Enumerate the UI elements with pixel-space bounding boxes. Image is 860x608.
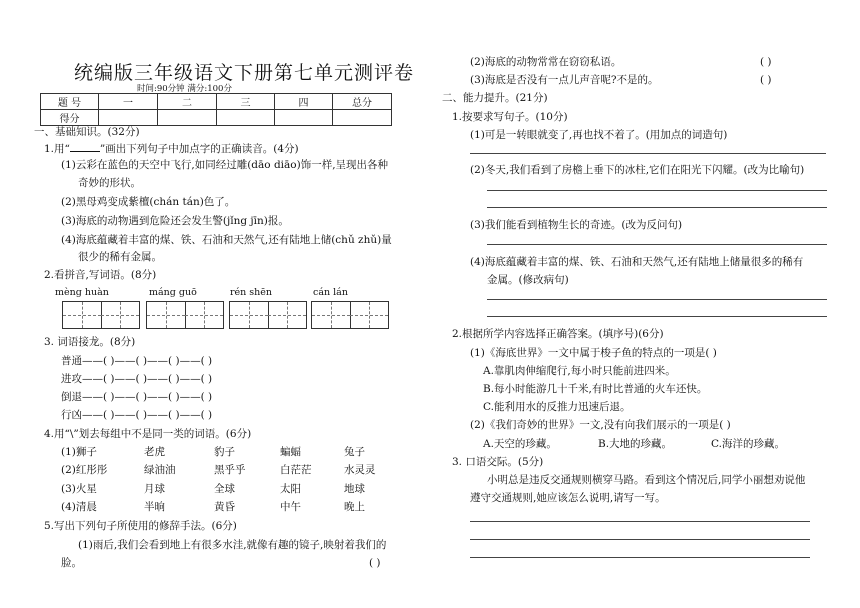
r2-option-c: C.海洋的珍藏。 — [711, 438, 785, 450]
r2-option-b: B.大地的珍藏。 — [598, 438, 673, 450]
score-table — [40, 93, 392, 126]
score-cell[interactable] — [275, 110, 333, 126]
answer-line[interactable] — [487, 207, 827, 208]
q5-instruction: 5.写出下列句子所使用的修辞手法。(6分) — [44, 520, 237, 532]
word-group-2-c: 黑乎乎 — [214, 464, 246, 476]
score-table-header-row — [41, 94, 392, 110]
pinyin-4: cán lán — [313, 287, 348, 298]
r1-item-4-cont: 金属。(修改病句) — [487, 274, 569, 286]
answer-line[interactable] — [487, 190, 827, 191]
r2-option-b: B.每小时能游几十千米,有时比普通的火车还快。 — [483, 383, 708, 395]
word-group-1-c: 豹子 — [214, 446, 235, 458]
word-group-2-b: 绿油油 — [144, 464, 176, 476]
answer-line[interactable] — [470, 153, 826, 154]
chain-row-4 — [61, 408, 212, 422]
section-2-heading: 二、能力提升。(21分) — [442, 92, 548, 104]
word-group-2-d: 白茫茫 — [280, 464, 312, 476]
pinyin-3: rén shēn — [230, 287, 273, 298]
score-header-cell: 一 — [99, 94, 158, 110]
score-cell[interactable] — [217, 110, 275, 126]
word-group-4-d: 中午 — [280, 501, 301, 513]
word-group-4-a: (4)清晨 — [61, 501, 97, 513]
writing-grid-1[interactable] — [62, 301, 140, 329]
answer-paren[interactable]: ( ) — [760, 56, 772, 68]
r1-item-4: (4)海底蕴藏着丰富的煤、铁、石油和天然气,还有陆地上储量很多的稀有 — [470, 256, 804, 268]
score-header-cell: 四 — [275, 94, 333, 110]
score-cell[interactable] — [333, 110, 392, 126]
chain-blanks[interactable]: ——( )——( )——( )——( ) — [82, 355, 213, 367]
q1-pre: 1.用“ — [44, 143, 70, 155]
chain-word: 倒退 — [61, 391, 82, 403]
answer-line[interactable] — [487, 316, 827, 317]
q1-item-4: (4)海底蕴藏着丰富的煤、铁、石油和天然气,还有陆地上储(chǔ zhǔ)量 — [61, 234, 392, 246]
pinyin-1: mèng huàn — [55, 287, 109, 298]
r2-option-a: A.天空的珍藏。 — [483, 438, 557, 450]
r1-item-1: (1)可是一转眼就变了,再也找不着了。(用加点的词造句) — [470, 129, 728, 141]
q1-instruction — [44, 141, 299, 156]
r-item-3: (3)海底是否没有一点儿声音呢?不是的。 — [470, 74, 659, 86]
r2-item-2: (2)《我们奇妙的世界》一文,没有向我们展示的一项是( ) — [470, 419, 731, 431]
score-header-cell: 三 — [217, 94, 275, 110]
word-group-3-c: 全球 — [214, 483, 235, 495]
word-group-3-b: 月球 — [144, 483, 165, 495]
word-group-3-a: (3)火星 — [61, 483, 97, 495]
answer-line[interactable] — [487, 299, 827, 300]
chain-blanks[interactable]: ——( )——( )——( )——( ) — [82, 409, 213, 421]
r-item-2: (2)海底的动物常常在窃窃私语。 — [470, 56, 622, 68]
r1-instruction: 1.按要求写句子。(10分) — [452, 111, 568, 123]
q5-item-1: (1)雨后,我们会看到地上有很多水洼,就像有趣的镜子,映射着我们的 — [78, 539, 387, 551]
q1-item-3: (3)海底的动物遇到危险还会发生警(jǐng jīn)报。 — [61, 215, 289, 227]
writing-grid-3[interactable] — [229, 301, 307, 329]
word-group-4-e: 晚上 — [344, 501, 365, 513]
r3-text-cont: 遵守交通规则,她应该怎么说明,请写一写。 — [470, 492, 666, 504]
chain-row-2 — [61, 372, 212, 386]
writing-grid-4[interactable] — [311, 301, 389, 329]
chain-word: 进攻 — [61, 373, 82, 385]
r1-item-3: (3)我们能看到植物生长的奇迹。(改为反问句) — [470, 219, 683, 231]
section-1-heading: 一、基础知识。(32分) — [34, 126, 140, 138]
word-group-1-a: (1)狮子 — [61, 446, 97, 458]
chain-row-1 — [61, 354, 212, 368]
r2-item-1: (1)《海底世界》一文中属于梭子鱼的特点的一项是( ) — [470, 347, 717, 359]
word-group-3-d: 太阳 — [280, 483, 301, 495]
q5-item-1-cont: 脸。 — [61, 557, 82, 569]
q4-instruction: 4.用“\”划去每组中不是同一类的词语。(6分) — [44, 428, 252, 440]
chain-word: 普通 — [61, 355, 82, 367]
word-group-1-d: 蝙蝠 — [280, 446, 301, 458]
q1-item-2: (2)黑母鸡变成紫檀(chán tán)色了。 — [61, 196, 236, 208]
answer-line[interactable] — [470, 557, 810, 558]
r1-item-2: (2)冬天,我们看到了房檐上垂下的冰柱,它们在阳光下闪耀。(改为比喻句) — [470, 164, 805, 176]
word-group-1-e: 兔子 — [344, 446, 365, 458]
score-header-cell: 题 号 — [41, 94, 99, 110]
score-cell[interactable] — [158, 110, 217, 126]
score-header-cell: 总分 — [333, 94, 392, 110]
answer-paren[interactable]: ( ) — [760, 74, 772, 86]
chain-blanks[interactable]: ——( )——( )——( )——( ) — [82, 391, 213, 403]
r2-instruction: 2.根据所学内容选择正确答案。(填序号)(6分) — [452, 328, 664, 340]
word-group-1-b: 老虎 — [144, 446, 165, 458]
q1-post: ”画出下列句子中加点字的正确读音。(4分) — [99, 143, 299, 155]
word-group-2-e: 水灵灵 — [344, 464, 376, 476]
writing-grid-2[interactable] — [146, 301, 224, 329]
pinyin-2: máng guō — [149, 287, 197, 298]
page-title: 统编版三年级语文下册第七单元测评卷 — [74, 62, 415, 84]
score-cell[interactable] — [99, 110, 158, 126]
score-table-score-row — [41, 110, 392, 126]
word-group-4-c: 黄昏 — [214, 501, 235, 513]
answer-line[interactable] — [487, 244, 827, 245]
q1-item-1: (1)云彩在蓝色的天空中飞行,如同经过雕(dāo diāo)饰一样,呈现出各种 — [61, 159, 389, 171]
q1-item-1-cont: 奇妙的形状。 — [78, 177, 141, 189]
r2-option-a: A.靠肌肉伸缩爬行,每小时只能前进四米。 — [483, 365, 676, 377]
word-group-2-a: (2)红彤彤 — [61, 464, 108, 476]
word-group-3-e: 地球 — [344, 483, 365, 495]
answer-line[interactable] — [470, 521, 810, 522]
exam-meta: 时间:90分钟 满分:100分 — [137, 84, 232, 94]
word-group-4-b: 半晌 — [144, 501, 165, 513]
score-row-label: 得分 — [41, 110, 99, 126]
score-header-cell: 二 — [158, 94, 217, 110]
answer-line[interactable] — [470, 539, 810, 540]
chain-blanks[interactable]: ——( )——( )——( )——( ) — [82, 373, 213, 385]
r3-text: 小明总是违反交通规则横穿马路。看到这个情况后,同学小丽想劝说他 — [487, 474, 806, 486]
r2-option-c: C.能利用水的反推力迅速后退。 — [483, 401, 631, 413]
answer-paren[interactable]: ( ) — [369, 557, 381, 569]
chain-word: 行凶 — [61, 409, 82, 421]
q1-item-4-cont: 很少的稀有金属。 — [78, 251, 162, 263]
q2-instruction: 2.看拼音,写词语。(8分) — [44, 269, 157, 281]
q3-instruction: 3. 词语接龙。(8分) — [44, 336, 136, 348]
chain-row-3 — [61, 390, 212, 404]
r3-instruction: 3. 口语交际。(5分) — [452, 456, 544, 468]
underline-sample — [70, 141, 100, 152]
